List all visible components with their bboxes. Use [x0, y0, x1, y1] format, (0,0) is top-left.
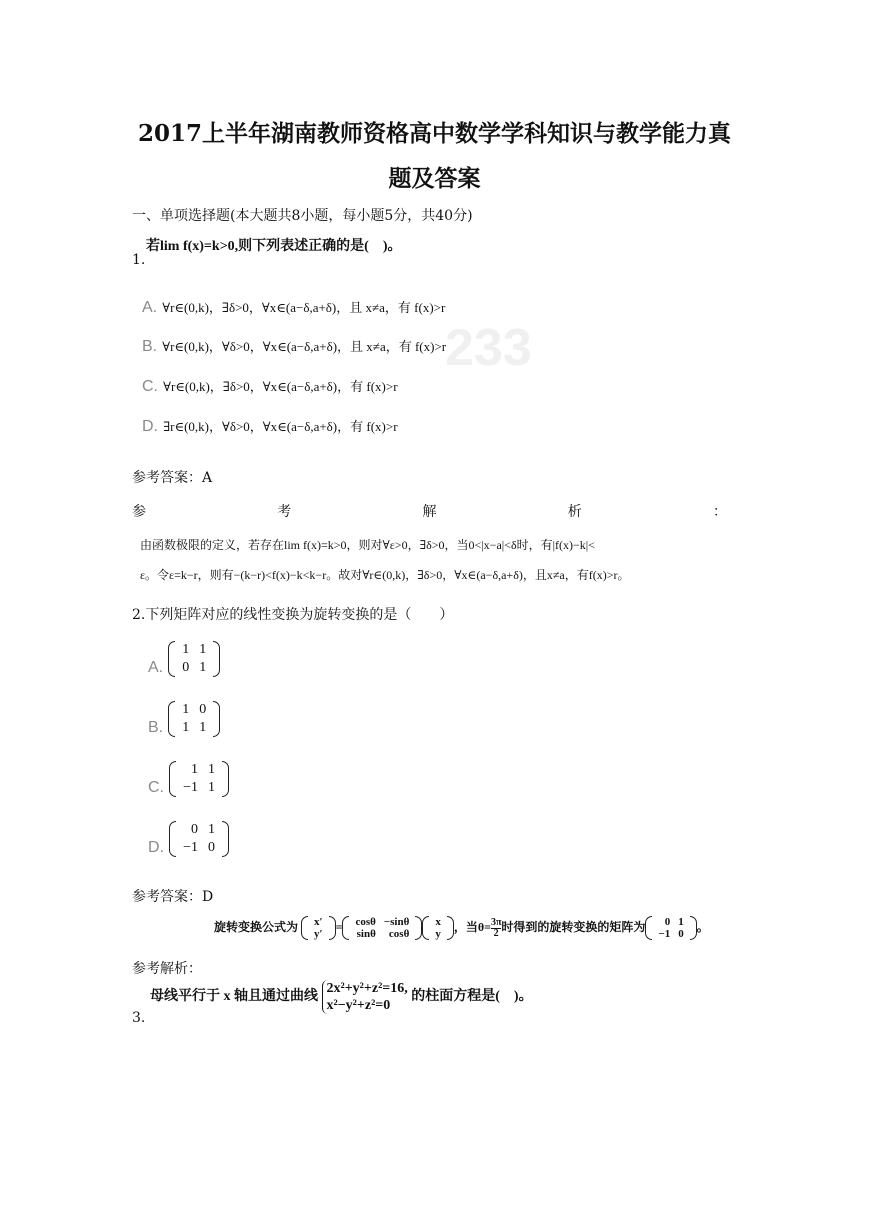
label-char: ：	[713, 504, 727, 520]
label-char: 参	[132, 504, 146, 520]
matrix-cell: 0	[199, 702, 207, 717]
q3-stem-post: 的柱面方程是( )。	[411, 989, 533, 1005]
matrix-cell: 1	[182, 642, 190, 657]
option-text: ∀r∈(0,k)，∃δ>0，∀x∈(a−δ,a+δ)，且 x≠a，有 f(x)>r	[162, 300, 446, 315]
q3-stem-pre: 母线平行于 x 轴且通过曲线	[150, 989, 318, 1005]
curve-system	[322, 980, 408, 1014]
matrix-cell: cosθ	[355, 916, 376, 928]
q1-analysis-label	[132, 501, 727, 521]
q1-option-a	[142, 297, 445, 317]
matrix-cell: 1	[182, 720, 190, 735]
option-matrix	[168, 641, 220, 677]
matrix-cell: 1	[199, 642, 207, 657]
lhs-vector	[301, 916, 336, 940]
label-char: 析	[567, 504, 582, 520]
matrix-cell: −sinθ	[383, 916, 410, 928]
option-letter: C.	[148, 779, 164, 796]
formula-label: 旋转变换公式为	[214, 919, 299, 934]
option-letter: D.	[148, 839, 164, 856]
label-char: 考	[277, 504, 292, 520]
theta-numerator: 3π	[490, 916, 502, 928]
vector-cell: x	[435, 916, 441, 928]
input-vector	[422, 916, 454, 940]
matrix-cell: 1	[199, 720, 207, 735]
option-letter: A.	[148, 659, 164, 676]
result-matrix	[645, 916, 696, 940]
curve-eq2: x²−y²+z²=0	[326, 998, 391, 1013]
matrix-cell: sinθ	[356, 928, 376, 940]
tail-text: 时得到的旋转变换的矩阵为	[501, 919, 646, 934]
matrix-cell: −1	[183, 840, 198, 855]
matrix-cell: 1	[199, 660, 207, 675]
when-text: ，当θ=	[453, 919, 491, 934]
q1-answer: 参考答案：A	[132, 470, 213, 486]
page-title-line1: 2017上半年湖南教师资格高中数学学科知识与教学能力真	[137, 120, 731, 147]
matrix-cell: 1	[182, 702, 190, 717]
q2-option-d	[148, 821, 229, 857]
label-char: 解	[422, 504, 437, 520]
q1-analysis-line1: 由函数极限的定义，若存在lim f(x)=k>0，则对∀ε>0，∃δ>0，当0<|x−a|<δ时，有|f(x)−k|<	[140, 538, 595, 552]
q1-option-c	[142, 376, 398, 396]
option-letter: B.	[148, 719, 164, 736]
q3-number: 3.	[132, 1010, 146, 1026]
matrix-cell: 1	[208, 822, 215, 837]
vector-cell: x′	[314, 916, 323, 928]
q1-number: 1.	[132, 252, 146, 268]
period: 。	[696, 919, 709, 934]
q2-rotation-formula: 旋转变换公式为 x′ y′ = cosθ −sinθ sinθ cosθ x y ，当θ= $\frac{3\pi}{2}$ 时得到的旋转变换的矩阵为 0 1 −1 0 。	[214, 916, 709, 940]
matrix-cell: 1	[208, 762, 215, 777]
matrix-cell: −1	[658, 928, 671, 940]
matrix-cell: −1	[183, 780, 198, 795]
matrix-cell: 0	[678, 928, 684, 940]
page-title-line2: 题及答案	[388, 165, 481, 192]
option-matrix	[169, 821, 229, 857]
q2-option-a	[148, 641, 220, 677]
option-text: ∀r∈(0,k)，∃δ>0，∀x∈(a−δ,a+δ)，有 f(x)>r	[163, 379, 398, 394]
q2-option-c	[148, 761, 229, 797]
theta-fraction	[491, 918, 501, 939]
matrix-cell: 0	[664, 916, 671, 928]
curve-eq1: 2x²+y²+z²=16,	[326, 981, 408, 996]
matrix-cell: 0	[182, 660, 190, 675]
option-matrix	[168, 701, 220, 737]
theta-denominator: 2	[493, 927, 499, 939]
matrix-cell: 0	[191, 822, 198, 837]
option-text: ∀r∈(0,k)，∀δ>0，∀x∈(a−δ,a+δ)，且 x≠a，有 f(x)>r	[162, 339, 447, 354]
option-text: ∃r∈(0,k)，∀δ>0，∀x∈(a−δ,a+δ)，有 f(x)>r	[163, 419, 398, 434]
q3-stem	[150, 980, 533, 1014]
q1-analysis-line2: ε。令ε=k−r，则有−(k−r)<f(x)−k<k−r。故对∀r∈(0,k)，∃δ>0，∀x∈(a−δ,a+δ)，且x≠a，有f(x)>r。	[140, 568, 630, 582]
watermark: 233	[445, 319, 532, 377]
option-letter: B.	[142, 338, 158, 355]
option-letter: C.	[142, 378, 158, 395]
q1-stem: 若lim f(x)=k>0,则下列表述正确的是( )。	[146, 239, 402, 254]
q1-option-d	[142, 416, 398, 436]
q2-stem: 2.下列矩阵对应的线性变换为旋转变换的是（ ）	[132, 607, 454, 623]
q1-option-b	[142, 336, 446, 356]
q2-option-b	[148, 701, 220, 737]
matrix-cell: 1	[191, 762, 198, 777]
option-letter: A.	[142, 299, 158, 316]
vector-cell: y	[435, 928, 441, 940]
option-letter: D.	[142, 418, 158, 435]
option-matrix	[169, 761, 229, 797]
vector-cell: y′	[314, 928, 323, 940]
matrix-cell: 1	[678, 916, 684, 928]
matrix-cell: 1	[208, 780, 215, 795]
matrix-cell: cosθ	[388, 928, 410, 940]
q2-analysis-label: 参考解析：	[132, 961, 202, 977]
section-heading: 一、单项选择题(本大题共8小题，每小题5分，共40分)	[132, 208, 473, 224]
matrix-cell: 0	[208, 840, 215, 855]
q2-answer: 参考答案：D	[132, 889, 214, 905]
rotation-matrix	[342, 916, 422, 940]
